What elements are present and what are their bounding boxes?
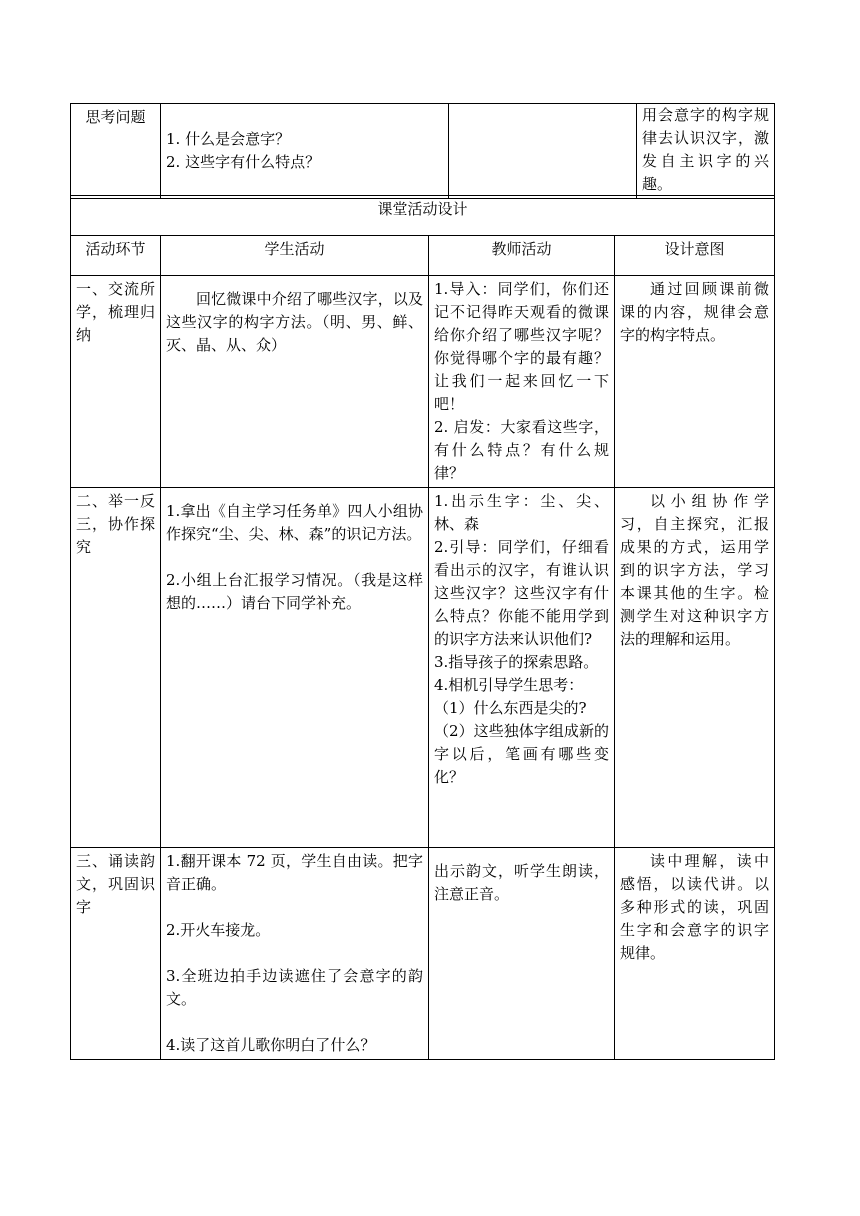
row-1-design-intent (615, 276, 775, 488)
thinking-questions-label: 思考问题 (71, 104, 161, 199)
row-1-teacher-item-2: 2. 启发：大家看这些字，有什么特点？有什么规律？ (434, 418, 609, 482)
thinking-questions-table (70, 103, 775, 199)
row-1-student-text: 回忆微课中介绍了哪些汉字，以及这些汉字的构字方法。（明、男、鲜、灭、晶、从、众） (166, 290, 423, 354)
row-2-teacher-item-4: 4.相机引导学生思考： (434, 676, 584, 694)
row-1-stage: 一、交流所学，梳理归纳 (71, 276, 161, 488)
row-3-teacher-activity (429, 848, 615, 1060)
header-stage: 活动环节 (71, 236, 161, 276)
question-1: 1. 什么是会意字？ (166, 130, 291, 148)
row-3-student-activity (161, 848, 429, 1060)
question-2: 2. 这些字有什么特点？ (166, 153, 321, 171)
classroom-activity-table (70, 195, 775, 1060)
row-2-intent-text: 以小组协作学习，自主探究，汇报成果的方式，运用学到的识字方法，学习本课其他的生字。检测学生对这种识字方法的理解和运用。 (620, 492, 770, 648)
section-title: 课堂活动设计 (71, 196, 775, 236)
row-2-teacher-activity (429, 488, 615, 848)
row-2-student-item-2: 2.小组上台汇报学习情况。（我是这样想的……）请台下同学补充。 (166, 571, 423, 612)
row-2-teacher-item-5: （1）什么东西是尖的? (434, 699, 587, 717)
row-2-design-intent (615, 488, 775, 848)
row-1-teacher-item-1: 1.导入：同学们，你们还记不记得昨天观看的微课给你介绍了哪些汉字呢？你觉得哪个字的最有趣？让我们一起来回忆一下吧！ (434, 280, 609, 413)
header-design-intent: 设计意图 (615, 236, 775, 276)
thinking-questions-list (161, 104, 449, 199)
thinking-questions-intent: 用会意字的构字规律去认识汉字，激发自主识字的兴趣。 (637, 104, 775, 199)
row-2-student-item-1: 1.拿出《自主学习任务单》四人小组协作探究“尘、尖、林、森”的识记方法。 (166, 502, 423, 543)
row-2-stage: 二、举一反三，协作探究 (71, 488, 161, 848)
row-2-teacher-item-6: （2）这些独体字组成新的字以后，笔画有哪些变化？ (434, 722, 609, 786)
row-3-student-item-3: 3.全班边拍手边读遮住了会意字的韵文。 (166, 967, 423, 1008)
row-3-intent-text: 读中理解，读中感悟，以读代讲。以多种形式的读，巩固生字和会意字的识字规律。 (620, 852, 770, 962)
row-1-teacher-activity (429, 276, 615, 488)
row-3-student-item-4: 4.读了这首儿歌你明白了什么？ (166, 1036, 376, 1054)
row-3-design-intent (615, 848, 775, 1060)
row-3-student-item-2: 2.开火车接龙。 (166, 921, 271, 939)
thinking-questions-empty-cell (449, 104, 637, 199)
row-1-intent-text: 通过回顾课前微课的内容，规律会意字的构字特点。 (620, 280, 770, 344)
header-teacher-activity: 教师活动 (429, 236, 615, 276)
row-2-teacher-item-1: 1.出示生字：尘、尖、林、森 (434, 492, 609, 533)
row-2-student-activity (161, 488, 429, 848)
row-3-stage: 三、诵读韵文，巩固识字 (71, 848, 161, 1060)
row-2-teacher-item-3: 3.指导孩子的探索思路。 (434, 653, 599, 671)
row-3-teacher-text: 出示韵文，听学生朗读，注意正音。 (434, 862, 609, 903)
row-1-student-activity (161, 276, 429, 488)
row-2-teacher-item-2: 2.引导：同学们，仔细看看出示的汉字，有谁认识这些汉字？这些汉字有什么特点？你能不能用学到的识字方法来认识他们? (434, 538, 609, 648)
header-student-activity: 学生活动 (161, 236, 429, 276)
row-3-student-item-1: 1.翻开课本 72 页，学生自由读。把字音正确。 (166, 852, 423, 893)
